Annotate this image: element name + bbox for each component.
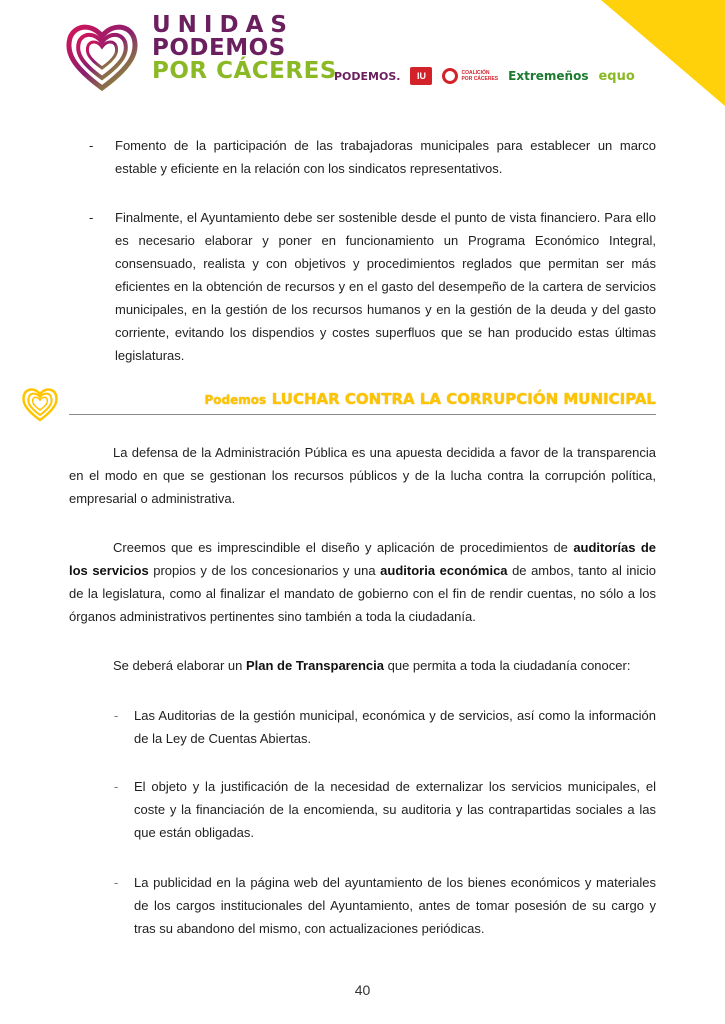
page-number: 40 [354,982,371,998]
section-heading-title: LUCHAR CONTRA LA CORRUPCIÓN MUNICIPAL [271,390,656,408]
bullet-dash: - [89,210,94,225]
list-item-text: Las Auditorias de la gestión municipal, económica y de servicios, así como la información de la Ley de Cuentas Abiertas. [134,708,656,746]
list-item [89,206,656,367]
logo-line-2: PODEMOS [152,35,286,61]
list-item [114,871,656,940]
paragraph-text: Creemos que es imprescindible el diseño y aplicación de procedimientos de [113,540,574,555]
bullet-dash: - [89,138,94,153]
emphasis-auditorias: auditorías de los servicios [69,540,656,578]
section-heading-prefix: Podemos [204,393,267,407]
extremenos-logo: Extremeños [508,69,589,83]
paragraph-text: de ambos, tanto al inicio de la legislatura, como al finalizar el mandato de gobierno con el fin de rendir cuentas, no sólo a los órganos administrativos pertinentes sino también a toda la ciudadanía. [69,563,656,624]
emphasis-plan-transparencia: Plan de Transparencia [245,658,384,673]
list-item [114,775,656,844]
list-item-text: Finalmente, el Ayuntamiento debe ser sostenible desde el punto de vista financiero. Para ello es necesario elaborar y poner en funcionamiento un Programa Económico Integral, consensuado, realista y con objetivos y procedimientos reglados que permitan ser más eficientes en la obtención de recursos y en el gasto del desempeño de la cartera de servicios municipales, en la gestión de los recursos humanos y en la gestión de la deuda y del gasto corriente, evitando los dispendios y costes superfluos que se han producido estas últimas legislaturas. [115,210,656,363]
coalicion-ring-icon [442,68,458,84]
logo-line-3: POR CÁCERES [152,58,337,84]
section-heading [205,389,656,408]
list-item [89,134,656,180]
paragraph [69,654,656,677]
bullet-dash: - [114,875,119,890]
paragraph-text: La defensa de la Administración Pública es una apuesta decidida a favor de la transparencia en el modo en que se gestionan los recursos públicos y de la lucha contra la corrupción política, empresarial o administrativa. [69,445,656,506]
partner-logos [334,64,664,88]
list-item-text: Fomento de la participación de las trabajadoras municipales para establecer un marco estable y eficiente en la relación con los sindicatos representativos. [115,138,656,176]
paragraph-text: Se deberá elaborar un [113,658,246,673]
emphasis-auditoria-economica: auditoria económica [380,563,508,578]
logo-line-1: UNIDAS [152,12,294,38]
list-item [114,704,656,750]
coalicion-line-1: COALICIÓN [461,70,490,76]
paragraph [69,441,656,510]
bullet-dash: - [114,779,119,794]
section-divider [69,414,656,415]
brand-logo-text [152,14,337,83]
paragraph-text: que permita a toda la ciudadanía conocer: [384,658,631,673]
coalicion-logo [442,68,498,84]
coalicion-line-2: POR CÁCERES [461,76,499,82]
iu-logo: IU [410,67,432,85]
heart-section-icon [20,384,60,424]
podemos-logo: PODEMOS. [334,69,401,83]
heart-logo-icon [62,16,142,96]
list-item-text: El objeto y la justificación de la necesidad de externalizar los servicios municipales, el coste y la financiación de la encomienda, su auditoria y las contrapartidas sociales a las que están obligadas. [134,779,656,840]
paragraph [69,536,656,628]
list-item-text: La publicidad en la página web del ayuntamiento de los bienes económicos y materiales de los cargos institucionales del Ayuntamiento, antes de tomar posesión de su cargo y tras su abandono del mismo, con actualizaciones periódicas. [134,875,656,936]
bullet-dash: - [114,708,119,723]
paragraph-text: propios y de los concesionarios y una [148,563,381,578]
corner-decoration [601,0,725,106]
equo-logo: equo [598,68,635,84]
